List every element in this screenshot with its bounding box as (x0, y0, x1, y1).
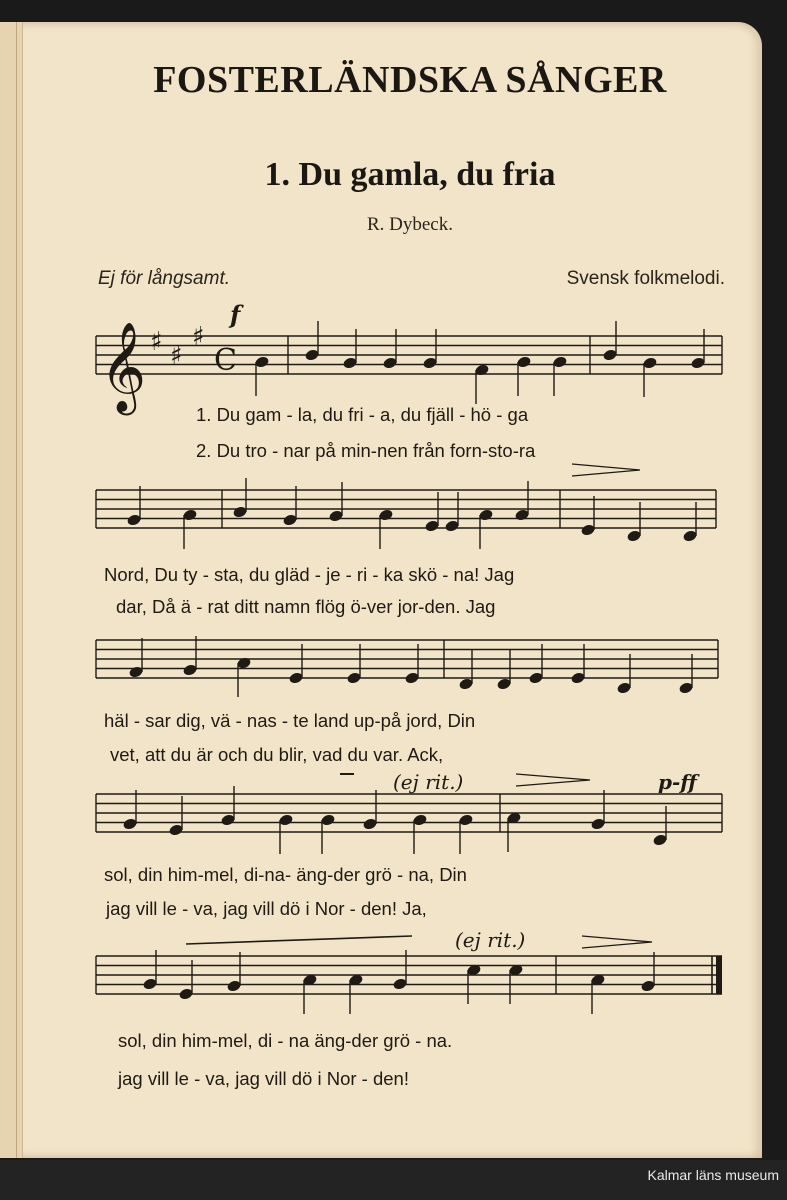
no-ritardando-marking-2: (ej rit.) (455, 928, 526, 952)
tempo-marking: Ej för långsamt. (98, 268, 230, 289)
lyric-line-10: jag vill le - va, jag vill dö i Nor - den! (118, 1068, 409, 1089)
treble-clef: 𝄞 (100, 322, 147, 412)
lyric-line-3: Nord, Du ty - sta, du gläd - je - ri - ka skö - na! Jag (104, 564, 515, 585)
lyric-line-2: 2. Du tro - nar på min-nen från forn-sto-ra (196, 440, 536, 461)
lyric-line-4: dar, Då ä - rat ditt namn flög ö-ver jor-den. Jag (116, 596, 496, 617)
decrescendo-hairpin (582, 936, 652, 948)
museum-credit: Kalmar läns museum (647, 1167, 779, 1183)
common-time: C (214, 343, 237, 378)
lyric-line-5: häl - sar dig, vä - nas - te land up-på jord, Din (104, 710, 476, 731)
sharp-sign: ♯ (192, 322, 205, 352)
sharp-sign: ♯ (170, 341, 183, 371)
decrescendo-hairpin (516, 774, 590, 786)
decrescendo-hairpin (572, 464, 640, 476)
lyric-line-1: 1. Du gam - la, du fri - a, du fjäll - hö - ga (196, 404, 529, 425)
song-author: R. Dybeck. (366, 214, 453, 235)
dynamic-marking: p-ff (658, 770, 697, 794)
sharp-sign: ♯ (150, 327, 163, 357)
lyric-line-6: vet, att du är och du blir, vad du var. Ack, (110, 744, 444, 765)
lyric-line-8: jag vill le - va, jag vill dö i Nor - den! Ja, (106, 898, 427, 919)
final-barline-thick (716, 956, 722, 994)
melody-origin: Svensk folkmelodi. (566, 268, 725, 289)
song-title: 1. Du gamla, du fria (264, 156, 556, 193)
phrase-line (186, 936, 412, 944)
lyric-line-7: sol, din him-mel, di-na- äng-der grö - na, Din (104, 864, 467, 885)
forte-marking: f (230, 300, 241, 329)
lyric-line-9: sol, din him-mel, di - na äng-der grö - na. (118, 1030, 453, 1051)
book-title: FOSTERLÄNDSKA SÅNGER (153, 59, 667, 101)
no-ritardando-marking: (ej rit.) (393, 770, 464, 794)
